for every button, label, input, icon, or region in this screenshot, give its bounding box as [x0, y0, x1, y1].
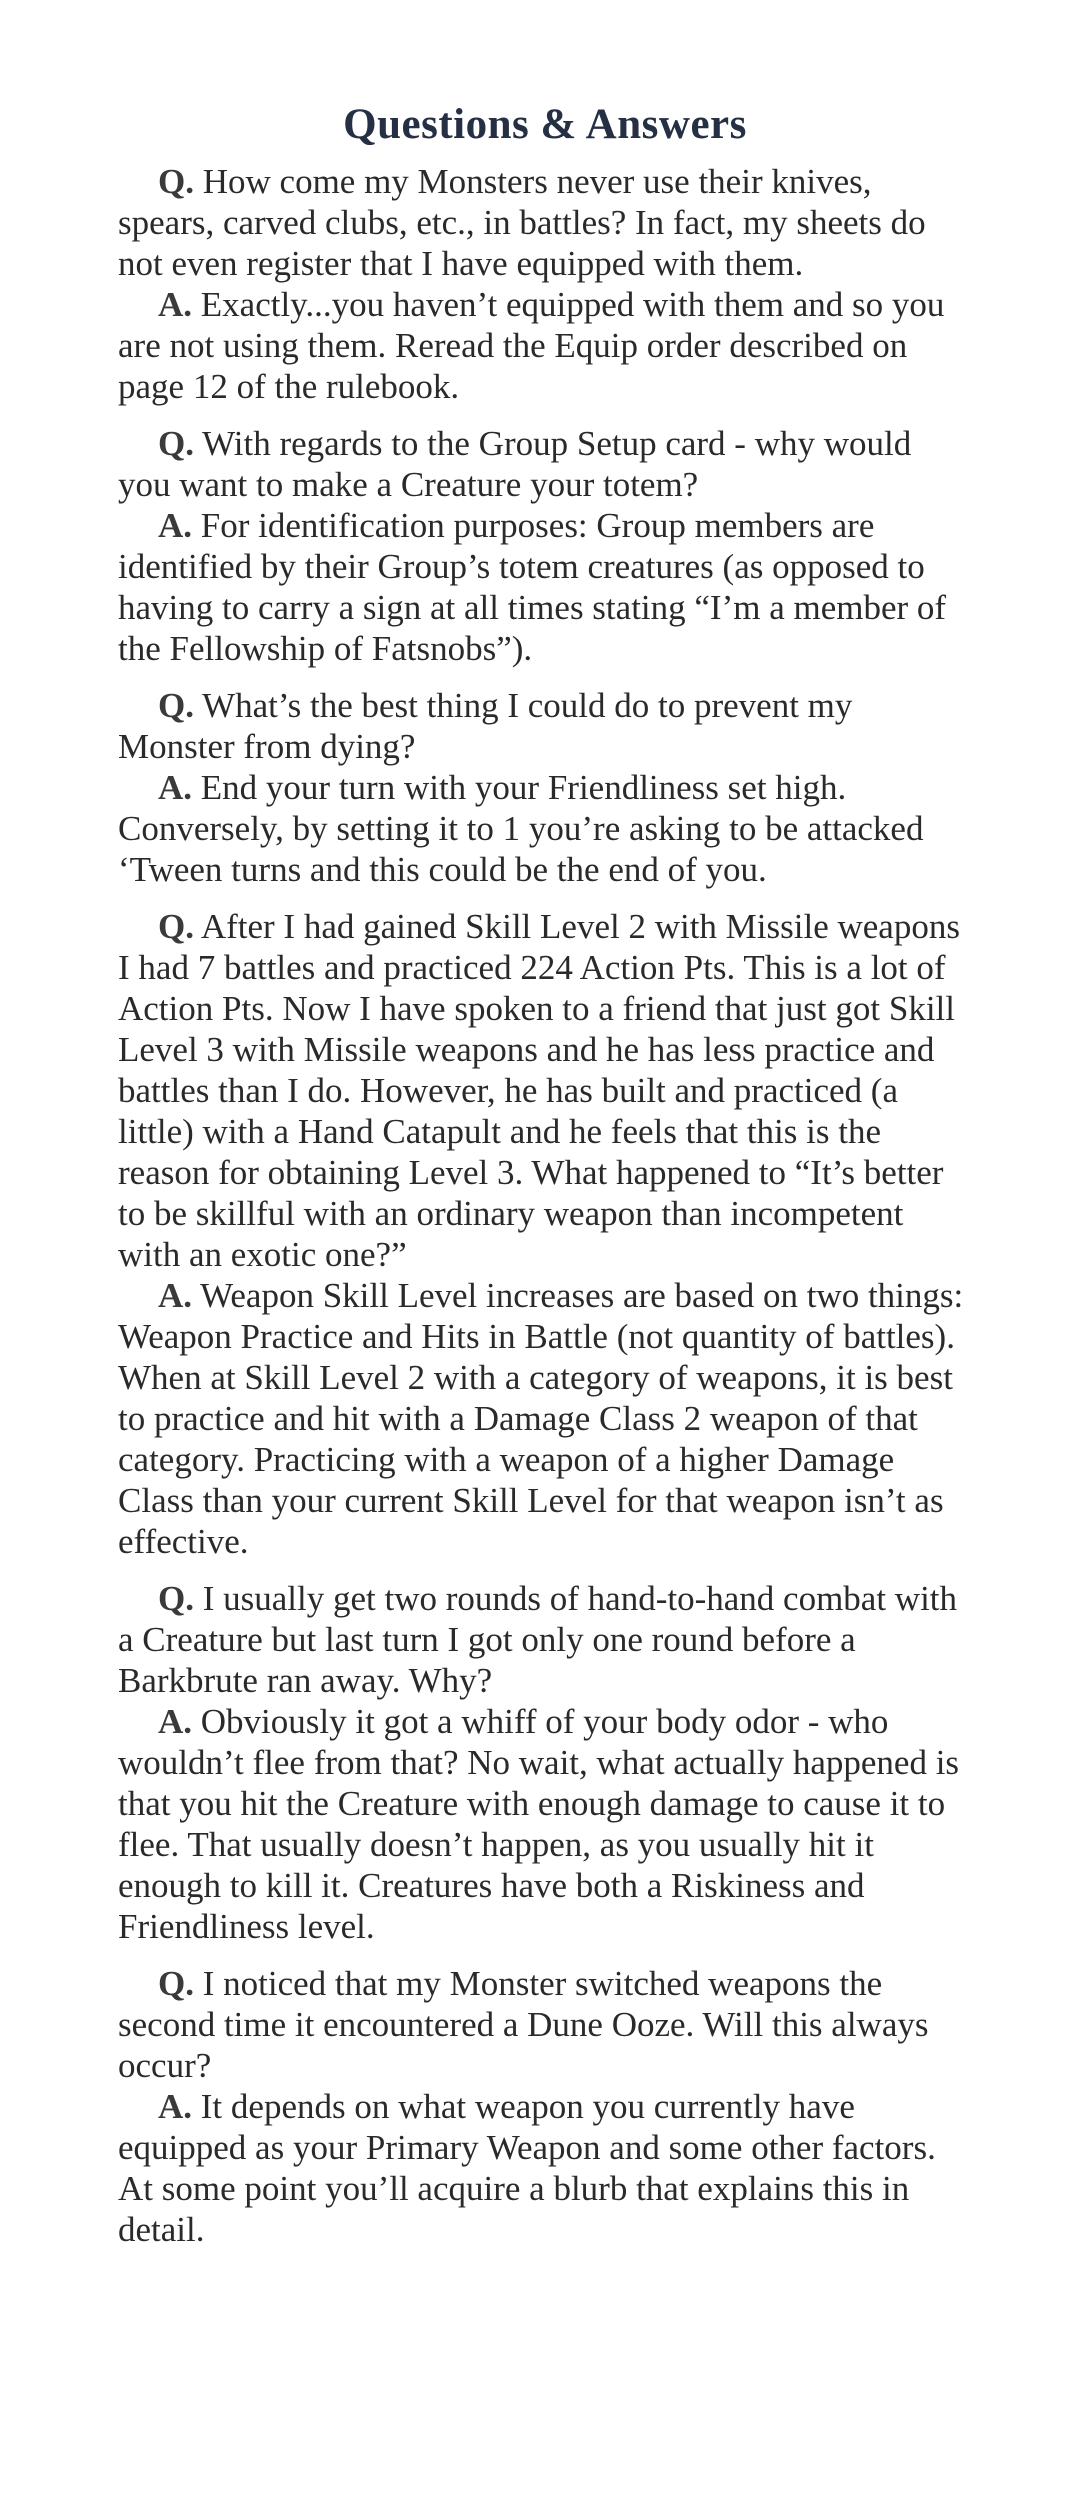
- question-marker: Q.: [158, 162, 194, 201]
- answer-text: Exactly...you haven’t equipped with them and so you are not using them. Reread the Equip order described on page 12 of the rulebook.: [118, 285, 945, 406]
- question-text: I usually get two rounds of hand-to-hand combat with a Creature but last turn I got only one round before a Barkbrute ran away. Why?: [118, 1579, 958, 1700]
- answer: [118, 2086, 972, 2250]
- answer-text: Obviously it got a whiff of your body odor - who wouldn’t flee from that? No wait, what actually happened is that you hit the Creature with enough damage to cause it to flee. That usually doesn’t happen, as you usually hit it enough to kill it. Creatures have both a Riskiness and Friendliness level.: [118, 1702, 960, 1946]
- question-text: I noticed that my Monster switched weapons the second time it encountered a Dune Ooze. Will this always occur?: [118, 1964, 929, 2085]
- question: [118, 1963, 972, 2086]
- answer-text: End your turn with your Friendliness set high. Conversely, by setting it to 1 you’re asking to be attacked ‘Tween turns and this could be the end of you.: [118, 768, 924, 889]
- question-marker: Q.: [158, 1964, 194, 2003]
- question-marker: Q.: [158, 686, 194, 725]
- answer-text: For identification purposes: Group members are identified by their Group’s totem creatures (as opposed to having to carry a sign at all times stating “I’m a member of the Fellowship of Fatsnobs”).: [118, 506, 947, 668]
- question: [118, 685, 972, 767]
- answer: [118, 1275, 972, 1562]
- question-marker: Q.: [158, 424, 194, 463]
- qa-item-1: [118, 161, 972, 407]
- question: [118, 161, 972, 284]
- answer: [118, 767, 972, 890]
- qa-item-5: [118, 1578, 972, 1947]
- answer: [118, 505, 972, 669]
- question-text: How come my Monsters never use their knives, spears, carved clubs, etc., in battles? In fact, my sheets do not even register that I have equipped with them.: [118, 162, 926, 283]
- answer-marker: A.: [158, 2087, 193, 2126]
- question: [118, 1578, 972, 1701]
- qa-item-6: [118, 1963, 972, 2250]
- page-title: Questions & Answers: [343, 101, 747, 148]
- answer-marker: A.: [158, 506, 193, 545]
- answer-marker: A.: [158, 285, 193, 324]
- answer-marker: A.: [158, 1276, 193, 1315]
- answer: [118, 284, 972, 407]
- qa-item-2: [118, 423, 972, 669]
- answer: [118, 1701, 972, 1947]
- qa-item-3: [118, 685, 972, 890]
- question-text: What’s the best thing I could do to prevent my Monster from dying?: [118, 686, 853, 766]
- question-text: After I had gained Skill Level 2 with Missile weapons I had 7 battles and practiced 224 Action Pts. This is a lot of Action Pts. Now I have spoken to a friend that just got Skill Level 3 with Missile weapons and he has less practice and battles than I do. However, he has built and practiced (a little) with a Hand Catapult and he feels that this is the reason for obtaining Level 3. What happened to “It’s better to be skillful with an ordinary weapon than incompetent with an exotic one?”: [118, 907, 960, 1274]
- question-marker: Q.: [158, 1579, 194, 1618]
- question-marker: Q.: [158, 907, 194, 946]
- question: [118, 423, 972, 505]
- answer-text: It depends on what weapon you currently have equipped as your Primary Weapon and some other factors. At some point you’ll acquire a blurb that explains this in detail.: [118, 2087, 936, 2249]
- answer-marker: A.: [158, 768, 193, 807]
- qa-item-4: [118, 906, 972, 1562]
- question: [118, 906, 972, 1275]
- question-text: With regards to the Group Setup card - why would you want to make a Creature your totem?: [118, 424, 912, 504]
- answer-text: Weapon Skill Level increases are based on two things: Weapon Practice and Hits in Battle (not quantity of battles). When at Skill Level 2 with a category of weapons, it is best to practice and hit with a Damage Class 2 weapon of that category. Practicing with a weapon of a higher Damage Class than your current Skill Level for that weapon isn’t as effective.: [118, 1276, 964, 1561]
- answer-marker: A.: [158, 1702, 193, 1741]
